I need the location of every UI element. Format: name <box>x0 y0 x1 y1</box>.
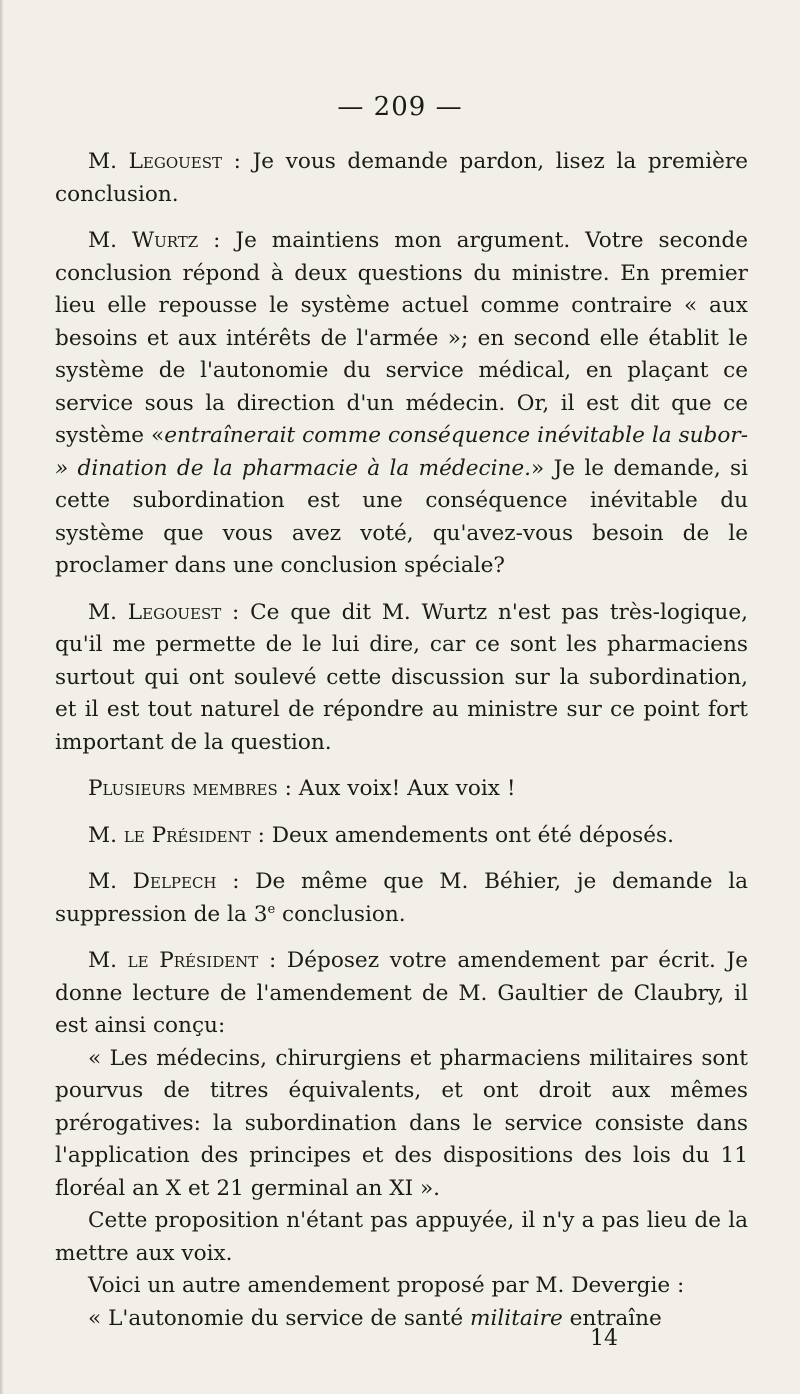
paragraph-devergie-quote <box>55 1303 748 1336</box>
paragraph-legouest-1 <box>55 146 748 211</box>
speech-text: : Déposez votre amendement par écrit. Je donne lecture de l'amendement de M. Gaultier de Claubry, il est ainsi conçu: <box>55 948 748 1038</box>
speech-text: entraîne <box>562 1305 662 1331</box>
paragraph-devergie-intro: Voici un autre amendement proposé par M. Devergie : <box>88 1273 685 1298</box>
speech-text: » Je le demande, si cette subordination est une conséquence inévitable du système que vous avez voté, qu'avez-vous besoin de le proclamer dans une conclusion spéciale? <box>55 455 748 578</box>
speech-text: : Deux amendements ont été déposés. <box>250 822 674 848</box>
speaker-name: M. Legouest <box>88 149 223 174</box>
speech-text: : Je vous demande pardon, lisez la première conclusion. <box>55 149 749 207</box>
paragraph-president-1 <box>55 820 748 853</box>
signature-mark: 14 <box>590 1326 618 1351</box>
paragraph-amendment-quote: « Les médecins, chirurgiens et pharmaciens militaires sont pourvus de titres équivalents, et ont droit aux mêmes prérogatives: la subordination dans le service consiste dans l'application des principes et des dispositions des lois du 11 floréal an X et 21 germinal an XI ». <box>55 1045 748 1201</box>
paragraph-proposition: Cette proposition n'étant pas appuyée, il n'y a pas lieu de la mettre aux voix. <box>55 1208 748 1266</box>
quoted-text: entraînerait comme conséquence inévitable la subor- » dination de la pharmacie à la médecine. <box>55 423 748 481</box>
speech-text: conclusion. <box>275 901 406 927</box>
italic-word: militaire <box>470 1305 563 1331</box>
speaker-name: M. Legouest <box>88 599 222 625</box>
body-text <box>55 146 748 1335</box>
paragraph-president-2 <box>55 945 748 1043</box>
superscript: e <box>267 901 276 917</box>
page-edge <box>0 0 4 1394</box>
speech-text: : Aux voix! Aux voix ! <box>277 776 516 801</box>
paragraph-delpech <box>55 866 748 931</box>
paragraph-plusieurs-membres <box>55 773 748 806</box>
paragraph-wurtz <box>55 225 748 583</box>
speech-text: : De même que M. Béhier, je demande la suppression de la 3 <box>55 869 748 927</box>
speaker-name: Plusieurs membres <box>88 776 278 801</box>
speech-text: « L'autonomie du service de santé <box>88 1305 471 1331</box>
speaker-name: M. le Président <box>88 822 251 848</box>
speech-text: : Je maintiens mon argument. Votre seconde conclusion répond à deux questions du ministre. En premier lieu elle repousse le système actuel comme contraire « aux besoins et aux intérêts de l'armée »; en second elle établit le système de l'autonomie du service médical, en plaçant ce service sous la direction d'un médecin. Or, il est dit que ce système « <box>55 228 748 448</box>
speaker-name: M. Wurtz <box>88 228 199 253</box>
speech-text: : Ce que dit M. Wurtz n'est pas très-logique, qu'il me permette de le lui dire, car ce sont les pharmaciens surtout qui ont soulevé cette discussion sur la subordination, et il est tout naturel de répondre au ministre sur ce point fort important de la question. <box>55 599 748 755</box>
speaker-name: M. le Président <box>88 948 259 973</box>
speaker-name: M. Delpech <box>88 869 217 894</box>
paragraph-legouest-2 <box>55 597 748 760</box>
page-number: — 209 — <box>337 92 463 122</box>
